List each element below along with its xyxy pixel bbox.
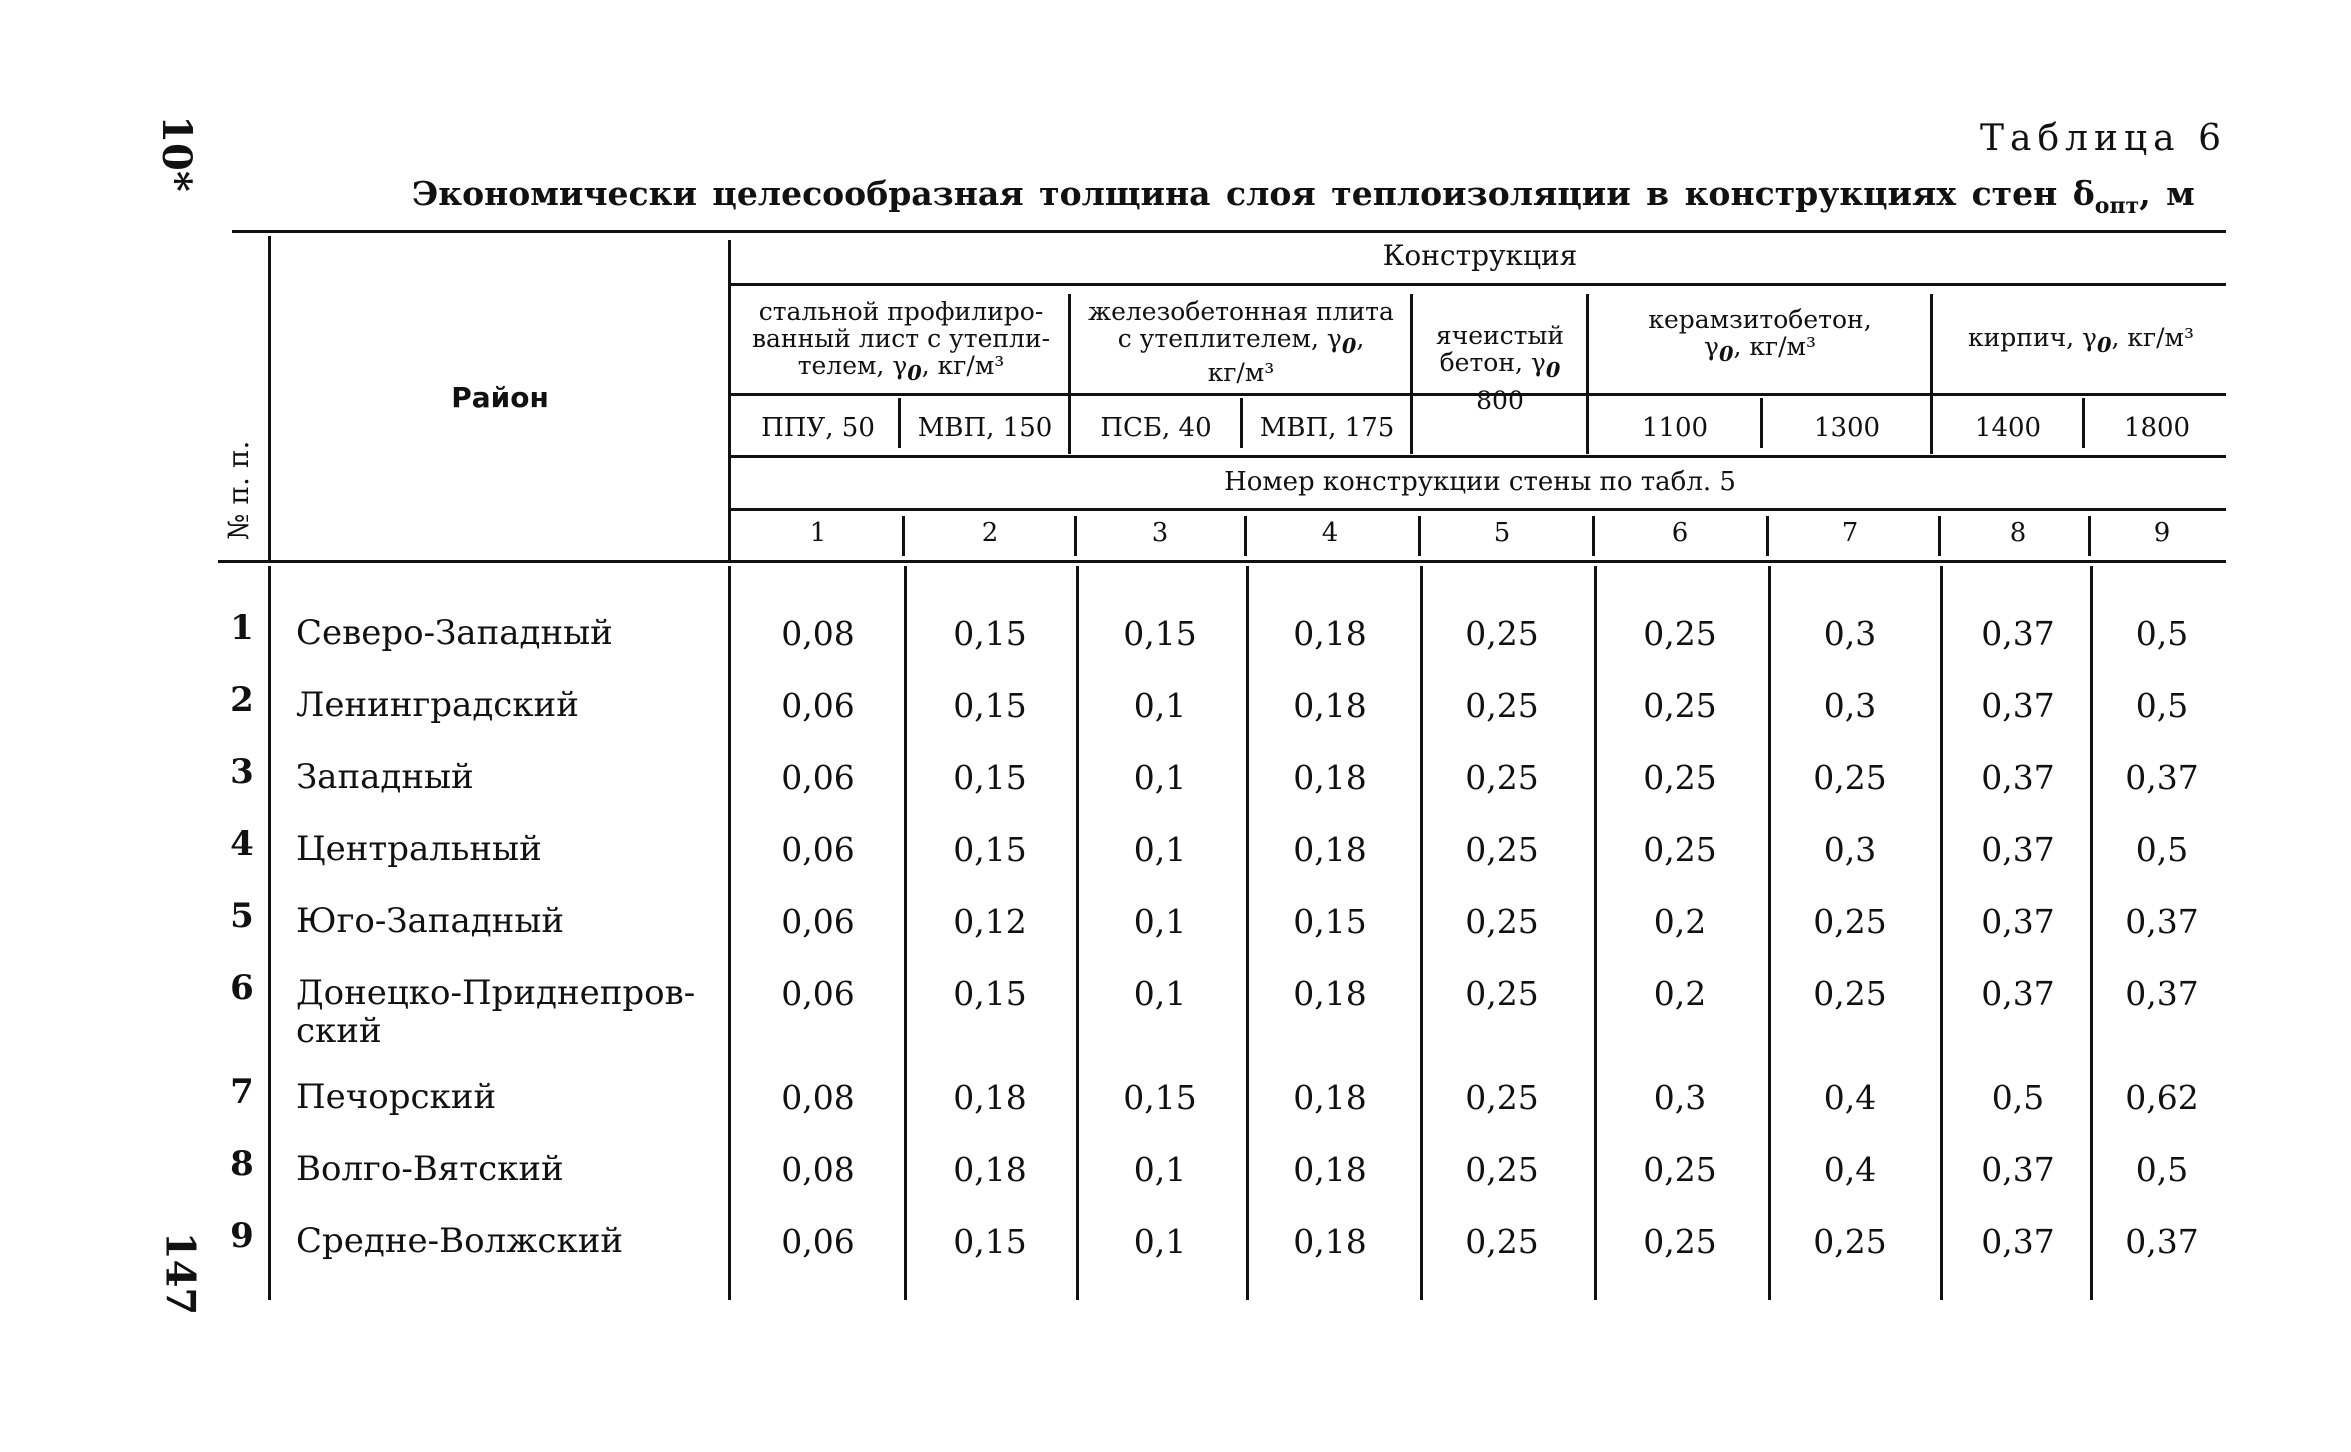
value-cell: 0,15 (1123, 614, 1197, 653)
value-cell: 0,18 (1293, 686, 1367, 725)
row-number: 1 (230, 608, 254, 648)
value-cell: 0,25 (1465, 1222, 1539, 1261)
row-number: 8 (230, 1144, 254, 1184)
row-number: 7 (230, 1072, 254, 1112)
value-cell: 0,18 (1293, 758, 1367, 797)
wallnum-rule (730, 508, 2226, 511)
district-name: Печорский (296, 1077, 497, 1117)
district-name: Северо-Западный (296, 613, 613, 653)
header-group-brick (1936, 324, 2226, 358)
table-title-text: Экономически целесообразная толщина слоя теплоизоляции в конструкциях стен δ (412, 174, 2095, 213)
value-cell: 0,25 (1465, 758, 1539, 797)
header-bottom-rule (218, 560, 2226, 563)
value-cell: 0,37 (2125, 758, 2199, 797)
subcol-rule (730, 455, 2226, 458)
value-cell: 0,3 (1823, 830, 1877, 869)
value-cell: 0,18 (1293, 830, 1367, 869)
rule-v-colnum-8 (2088, 516, 2091, 556)
value-cell: 0,1 (1133, 758, 1187, 797)
rule-v-g3 (1586, 294, 1589, 454)
group-cellular-line1: ячеистый (1435, 321, 1565, 350)
value-cell: 0,37 (1981, 1222, 2055, 1261)
rule-v-colnum-1 (902, 516, 905, 556)
rule-v-colnum-5 (1592, 516, 1595, 556)
group-cellular-line3: 800 (1476, 386, 1524, 415)
rule-v-s1 (898, 398, 901, 448)
value-cell: 0,08 (781, 614, 855, 653)
value-cell: 0,2 (1653, 974, 1707, 1013)
district-name: Юго-Западный (296, 901, 565, 941)
header-row-number: № п. п. (222, 440, 255, 540)
group-cellular-line2: бетон, $\gamma_0$ (1439, 348, 1561, 382)
value-cell: 0,06 (781, 1222, 855, 1261)
wall-number-caption: Номер конструкции стены по табл. 5 (1224, 467, 1736, 497)
page-number: 147 (156, 1231, 204, 1316)
subcol-4: МВП, 175 (1259, 413, 1395, 443)
value-cell: 0,1 (1133, 974, 1187, 1013)
value-cell: 0,25 (1643, 614, 1717, 653)
table-caption: Таблица 6 (1980, 118, 2227, 159)
construction-rule (730, 283, 2226, 286)
table-title-subscript: опт (2094, 193, 2140, 219)
value-cell: 0,37 (1981, 1150, 2055, 1189)
value-cell: 0,15 (1123, 1078, 1197, 1117)
subcol-2: МВП, 150 (917, 413, 1053, 443)
header-group-concrete (1074, 298, 1408, 386)
value-cell: 0,1 (1133, 830, 1187, 869)
column-number-1: 1 (809, 518, 827, 548)
value-cell: 0,18 (1293, 614, 1367, 653)
header-group-steel (736, 298, 1066, 386)
value-cell: 0,5 (2135, 614, 2189, 653)
subcol-1: ППУ, 50 (761, 413, 875, 443)
rule-v-g4 (1930, 294, 1933, 454)
value-cell: 0,06 (781, 974, 855, 1013)
rule-v-body-3 (1246, 566, 1249, 1300)
value-cell: 0,25 (1813, 1222, 1887, 1261)
value-cell: 0,25 (1465, 614, 1539, 653)
value-cell: 0,1 (1133, 686, 1187, 725)
value-cell: 0,12 (953, 902, 1027, 941)
header-district: Район (451, 381, 549, 414)
value-cell: 0,15 (953, 614, 1027, 653)
column-number-6: 6 (1671, 518, 1689, 548)
group-steel-line1: стальной профилиро- (758, 297, 1044, 326)
value-cell: 0,25 (1465, 1078, 1539, 1117)
subcol-6: 1100 (1641, 413, 1709, 443)
table-title (412, 174, 2195, 219)
value-cell: 0,37 (1981, 902, 2055, 941)
value-cell: 0,25 (1643, 686, 1717, 725)
value-cell: 0,25 (1643, 830, 1717, 869)
value-cell: 0,3 (1823, 614, 1877, 653)
group-claydite-line1: керамзитобетон, (1648, 305, 1872, 334)
value-cell: 0,06 (781, 830, 855, 869)
value-cell: 0,08 (781, 1078, 855, 1117)
rule-v-g1 (1068, 294, 1071, 454)
value-cell: 0,37 (1981, 974, 2055, 1013)
value-cell: 0,25 (1465, 902, 1539, 941)
value-cell: 0,06 (781, 686, 855, 725)
group-steel-line3: телем, $\gamma_0$, кг/м³ (797, 351, 1005, 385)
value-cell: 0,4 (1823, 1150, 1877, 1189)
rule-v-body-1 (904, 566, 907, 1300)
value-cell: 0,25 (1465, 974, 1539, 1013)
district-name: Центральный (296, 829, 542, 869)
column-number-5: 5 (1493, 518, 1511, 548)
group-concrete-line3: кг/м³ (1207, 358, 1275, 387)
value-cell: 0,25 (1813, 974, 1887, 1013)
rule-v-body-2 (1076, 566, 1079, 1300)
value-cell: 0,06 (781, 758, 855, 797)
value-cell: 0,15 (953, 686, 1027, 725)
district-name: Ленинградский (296, 685, 579, 725)
header-construction: Конструкция (1382, 239, 1578, 272)
subcol-8: 1400 (1974, 413, 2042, 443)
value-cell: 0,4 (1823, 1078, 1877, 1117)
value-cell: 0,25 (1465, 1150, 1539, 1189)
rule-v-colnum-4 (1418, 516, 1421, 556)
row-number: 4 (230, 824, 254, 864)
value-cell: 0,3 (1823, 686, 1877, 725)
value-cell: 0,18 (1293, 1222, 1367, 1261)
value-cell: 0,15 (953, 830, 1027, 869)
group-claydite-line2: $\gamma_0$, кг/м³ (1704, 332, 1816, 366)
column-number-7: 7 (1841, 518, 1859, 548)
value-cell: 0,5 (2135, 1150, 2189, 1189)
district-name: Средне-Волжский (296, 1221, 624, 1261)
row-number: 3 (230, 752, 254, 792)
column-number-2: 2 (981, 518, 999, 548)
column-number-4: 4 (1321, 518, 1339, 548)
rule-v-s5 (1760, 398, 1763, 448)
value-cell: 0,2 (1653, 902, 1707, 941)
rule-v-body-5 (1594, 566, 1597, 1300)
value-cell: 0,06 (781, 902, 855, 941)
row-number: 6 (230, 968, 254, 1008)
value-cell: 0,18 (1293, 1150, 1367, 1189)
subcol-9: 1800 (2123, 413, 2191, 443)
value-cell: 0,62 (2125, 1078, 2199, 1117)
value-cell: 0,18 (1293, 1078, 1367, 1117)
subcol-7: 1300 (1813, 413, 1881, 443)
rule-v-district-body (728, 566, 731, 1300)
value-cell: 0,18 (953, 1078, 1027, 1117)
table-top-rule (232, 230, 2226, 233)
row-number: 9 (230, 1216, 254, 1256)
value-cell: 0,15 (1293, 902, 1367, 941)
value-cell: 0,25 (1643, 1150, 1717, 1189)
value-cell: 0,37 (2125, 902, 2199, 941)
rule-v-g2 (1410, 294, 1413, 454)
header-group-claydite (1592, 306, 1928, 367)
rule-v-district (728, 240, 731, 560)
page-side-mark-top: 10* (152, 115, 200, 192)
group-brick-line1: кирпич, $\gamma_0$, кг/м³ (1968, 323, 2194, 357)
value-cell: 0,37 (1981, 614, 2055, 653)
value-cell: 0,15 (953, 974, 1027, 1013)
value-cell: 0,37 (2125, 974, 2199, 1013)
rule-v-s3 (1240, 398, 1243, 448)
rule-v-colnum-6 (1766, 516, 1769, 556)
value-cell: 0,15 (953, 1222, 1027, 1261)
value-cell: 0,1 (1133, 902, 1187, 941)
value-cell: 0,37 (1981, 686, 2055, 725)
district-name: Западный (296, 757, 474, 797)
value-cell: 0,08 (781, 1150, 855, 1189)
value-cell: 0,5 (2135, 686, 2189, 725)
value-cell: 0,25 (1813, 758, 1887, 797)
row-number: 2 (230, 680, 254, 720)
group-steel-line2: ванный лист с утепли- (751, 324, 1051, 353)
rule-v-colnum-7 (1938, 516, 1941, 556)
value-cell: 0,15 (953, 758, 1027, 797)
column-number-8: 8 (2009, 518, 2027, 548)
rule-v-rowno (268, 236, 271, 560)
value-cell: 0,37 (2125, 1222, 2199, 1261)
value-cell: 0,5 (1991, 1078, 2045, 1117)
table-title-unit: , м (2139, 174, 2195, 213)
value-cell: 0,3 (1653, 1078, 1707, 1117)
column-number-9: 9 (2153, 518, 2171, 548)
value-cell: 0,18 (1293, 974, 1367, 1013)
rule-v-colnum-3 (1244, 516, 1247, 556)
rule-v-colnum-2 (1074, 516, 1077, 556)
value-cell: 0,25 (1643, 758, 1717, 797)
value-cell: 0,37 (1981, 830, 2055, 869)
header-group-cellular (1416, 322, 1584, 414)
value-cell: 0,25 (1643, 1222, 1717, 1261)
group-concrete-line1: железобетонная плита (1088, 297, 1394, 326)
value-cell: 0,37 (1981, 758, 2055, 797)
value-cell: 0,1 (1133, 1222, 1187, 1261)
row-number: 5 (230, 896, 254, 936)
district-name: Донецко-Приднепров- ский (296, 973, 696, 1051)
value-cell: 0,18 (953, 1150, 1027, 1189)
district-name: Волго-Вятский (296, 1149, 564, 1189)
subcol-3: ПСБ, 40 (1100, 413, 1212, 443)
value-cell: 0,25 (1813, 902, 1887, 941)
value-cell: 0,5 (2135, 830, 2189, 869)
value-cell: 0,1 (1133, 1150, 1187, 1189)
rule-v-s7 (2082, 398, 2085, 448)
rule-v-rowno-body (268, 566, 271, 1300)
column-number-3: 3 (1151, 518, 1169, 548)
group-concrete-line2: с утеплителем, $\gamma_0$, (1117, 324, 1365, 358)
value-cell: 0,25 (1465, 830, 1539, 869)
value-cell: 0,25 (1465, 686, 1539, 725)
